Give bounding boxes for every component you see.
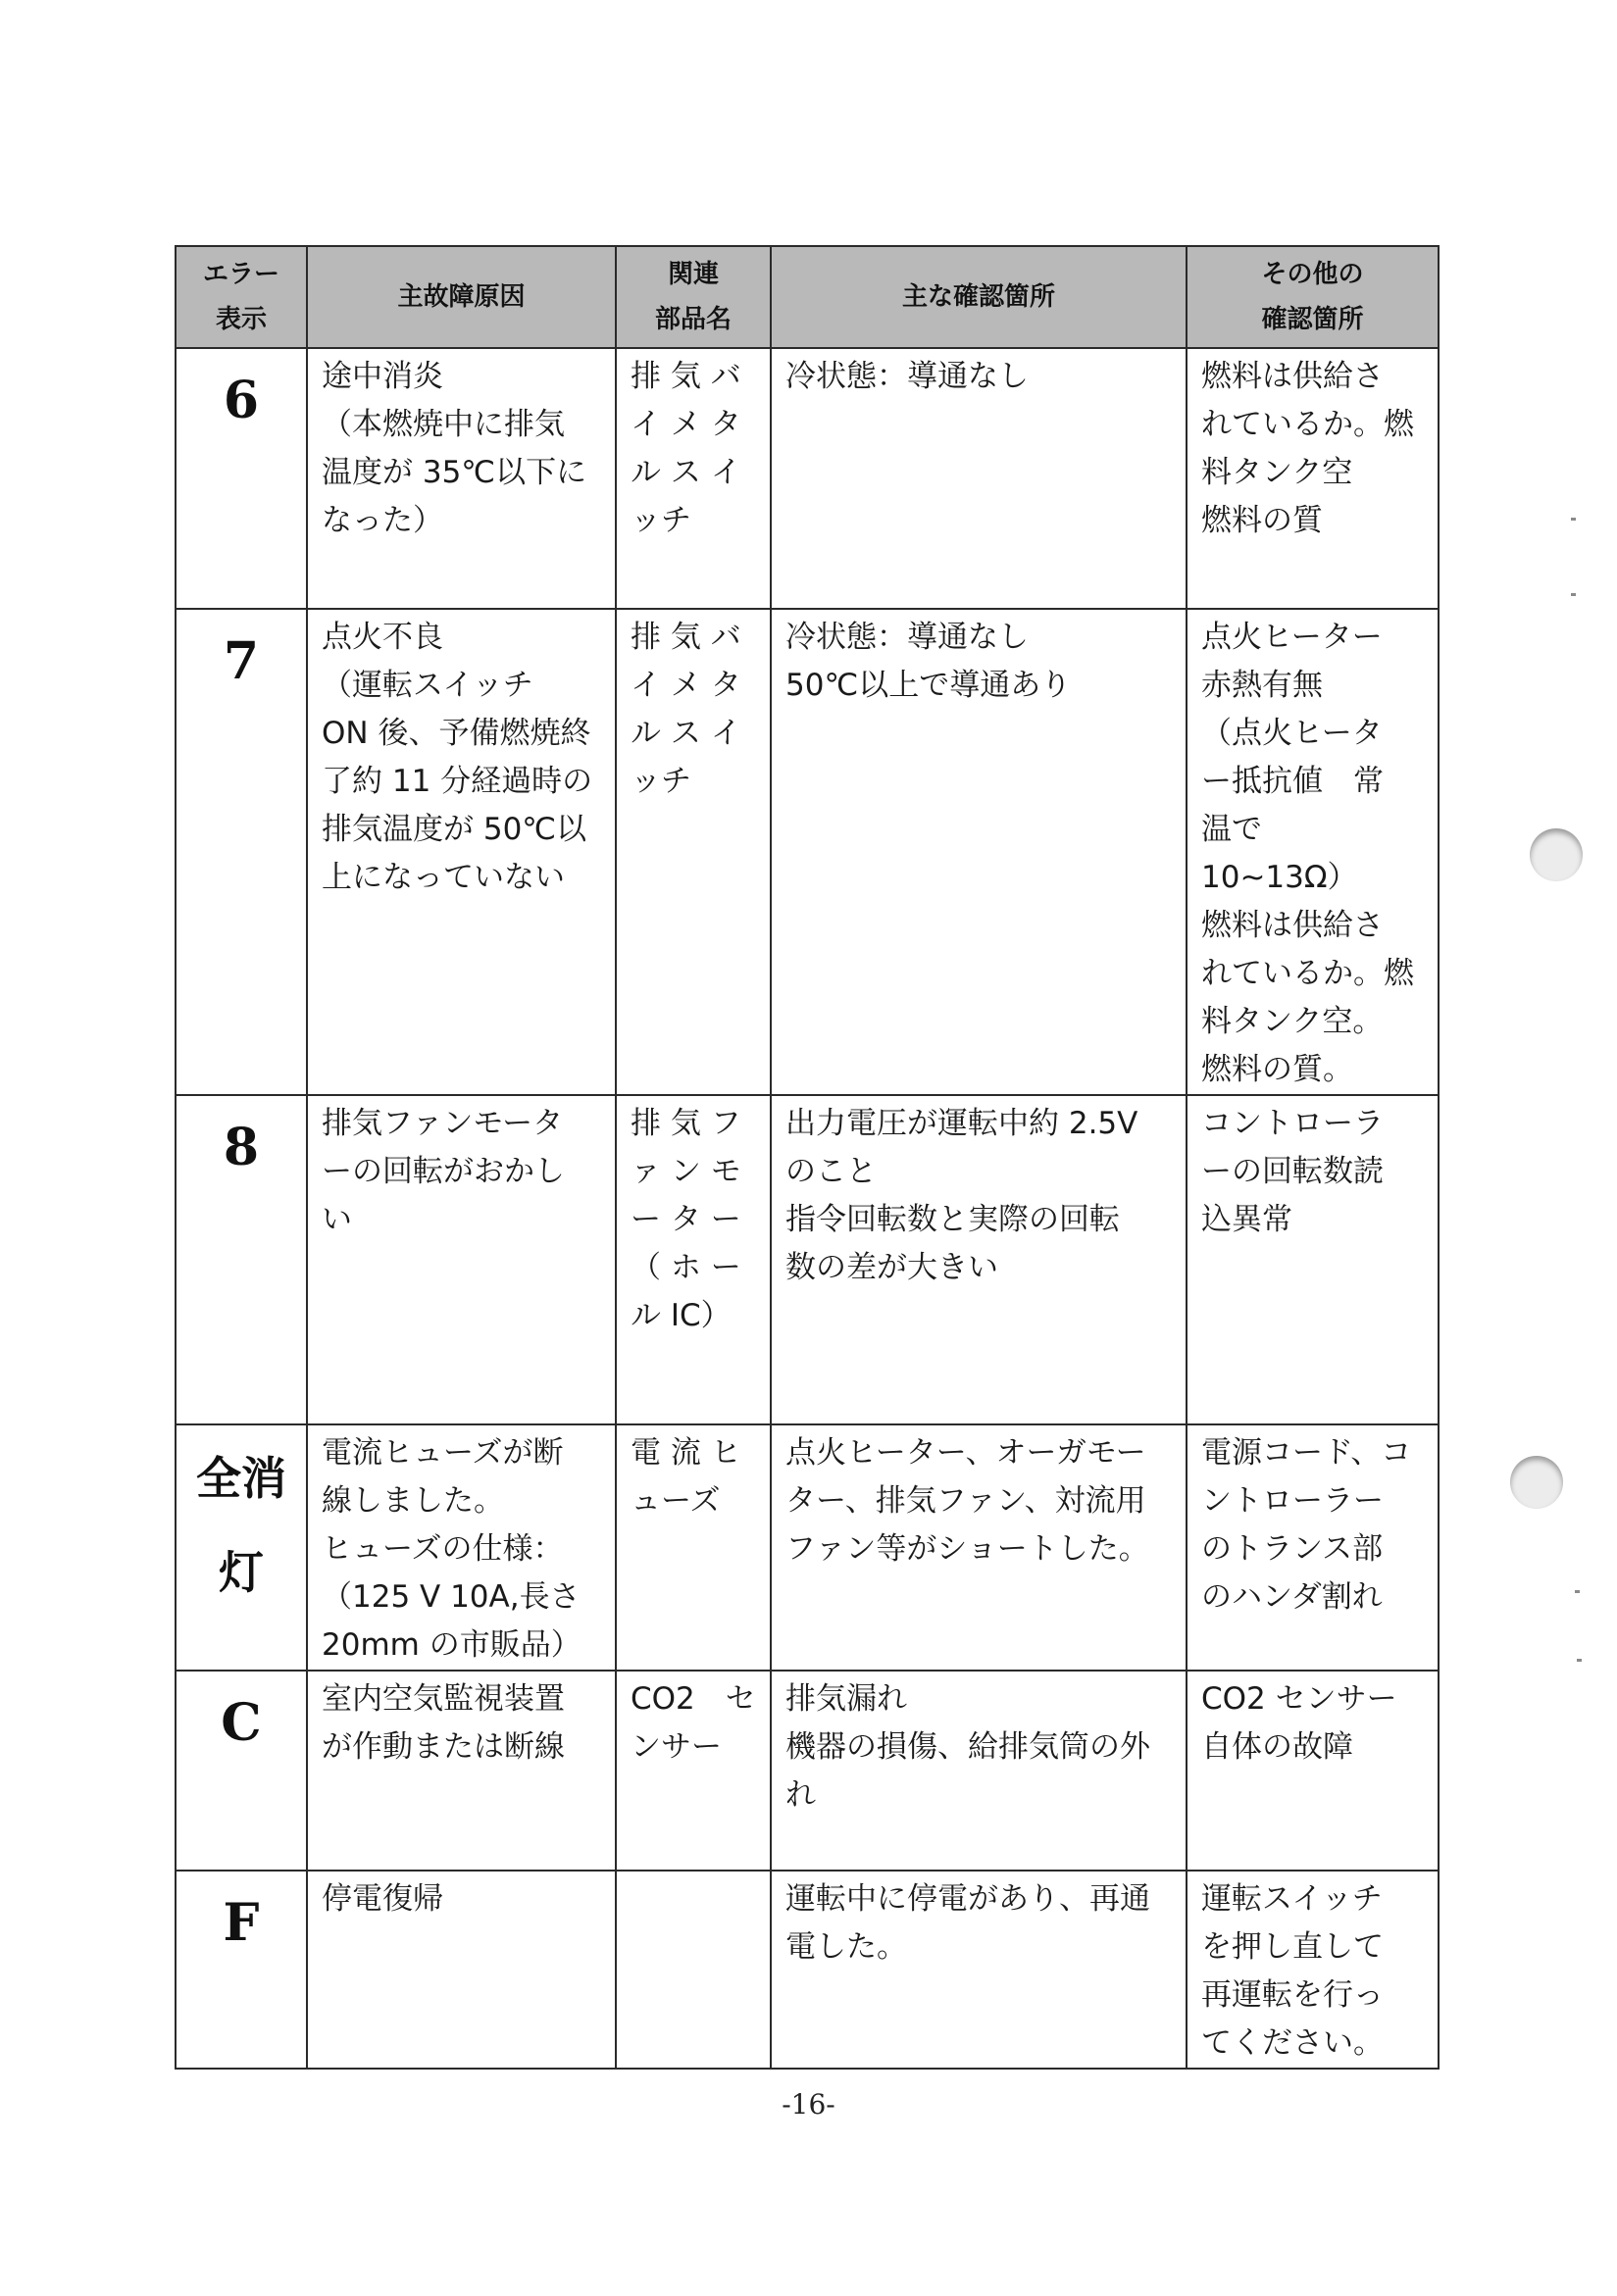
table-row	[176, 348, 1439, 609]
check-cell: 冷状態：導通なし	[771, 348, 1187, 609]
table-row	[176, 1095, 1439, 1424]
table-header-row	[176, 246, 1439, 348]
check-cell: 冷状態：導通なし 50℃以上で導通あり	[771, 609, 1187, 1095]
table-row	[176, 1871, 1439, 2069]
cause-cell: 電流ヒューズが断 線しました。 ヒューズの仕様： （125 V 10A,長さ 20mm の市販品）	[307, 1424, 616, 1671]
page-number: -16-	[782, 2088, 835, 2121]
part-cell: CO2 セ ンサー	[616, 1671, 771, 1871]
punch-hole-bottom	[1510, 1456, 1563, 1509]
check-cell: 排気漏れ 機器の損傷、給排気筒の外 れ	[771, 1671, 1187, 1871]
check-cell: 出力電圧が運転中約 2.5V のこと 指令回転数と実際の回転 数の差が大きい	[771, 1095, 1187, 1424]
header-main-cause: 主故障原因	[307, 246, 616, 348]
part-cell: 排 気 バ イ メ タ ル ス イ ッチ	[616, 348, 771, 609]
other-check-cell: 電源コード、コ ントローラー のトランス部 のハンダ割れ	[1187, 1424, 1439, 1671]
error-code-table	[175, 245, 1440, 2070]
check-cell: 運転中に停電があり、再通 電した。	[771, 1871, 1187, 2069]
table-row	[176, 1671, 1439, 1871]
error-code-cell: 8	[176, 1095, 307, 1424]
scan-speck	[1577, 1659, 1582, 1662]
part-cell: 排 気 フ ァ ン モ ー タ ー （ ホ ー ル IC）	[616, 1095, 771, 1424]
other-check-cell: 点火ヒーター 赤熱有無 （点火ヒータ ー抵抗値 常 温で 10~13Ω） 燃料は供給さ れているか。燃 料タンク空。 燃料の質。	[1187, 609, 1439, 1095]
part-cell: 排 気 バ イ メ タ ル ス イ ッチ	[616, 609, 771, 1095]
punch-hole-top	[1530, 828, 1583, 881]
cause-cell: 停電復帰	[307, 1871, 616, 2069]
other-check-cell: 運転スイッチ を押し直して 再運転を行っ てください。	[1187, 1871, 1439, 2069]
header-main-check: 主な確認箇所	[771, 246, 1187, 348]
other-check-cell: CO2 センサー 自体の故障	[1187, 1671, 1439, 1871]
cause-cell: 排気ファンモータ ーの回転がおかし い	[307, 1095, 616, 1424]
other-check-cell: 燃料は供給さ れているか。燃 料タンク空 燃料の質	[1187, 348, 1439, 609]
error-code-cell: F	[176, 1871, 307, 2069]
scan-speck	[1571, 518, 1576, 521]
cause-cell: 途中消炎 （本燃焼中に排気 温度が 35℃以下に なった）	[307, 348, 616, 609]
other-check-cell: コントローラ ーの回転数読 込異常	[1187, 1095, 1439, 1424]
header-other-check: その他の 確認箇所	[1187, 246, 1439, 348]
table-row	[176, 1424, 1439, 1671]
cause-cell: 室内空気監視装置 が作動または断線	[307, 1671, 616, 1871]
table-row	[176, 609, 1439, 1095]
part-cell	[616, 1871, 771, 2069]
error-code-cell: 全消 灯	[176, 1424, 307, 1671]
cause-cell: 点火不良 （運転スイッチ ON 後、予備燃焼終 了約 11 分経過時の 排気温度が 50℃以 上になっていない	[307, 609, 616, 1095]
scan-speck	[1575, 1590, 1580, 1593]
error-code-cell: 7	[176, 609, 307, 1095]
header-related-part: 関連 部品名	[616, 246, 771, 348]
check-cell: 点火ヒーター、オーガモー ター、排気ファン、対流用 ファン等がショートした。	[771, 1424, 1187, 1671]
error-code-cell: C	[176, 1671, 307, 1871]
part-cell: 電 流 ヒ ューズ	[616, 1424, 771, 1671]
error-code-cell: 6	[176, 348, 307, 609]
scan-speck	[1571, 593, 1576, 596]
header-error-display: エラー 表示	[176, 246, 307, 348]
